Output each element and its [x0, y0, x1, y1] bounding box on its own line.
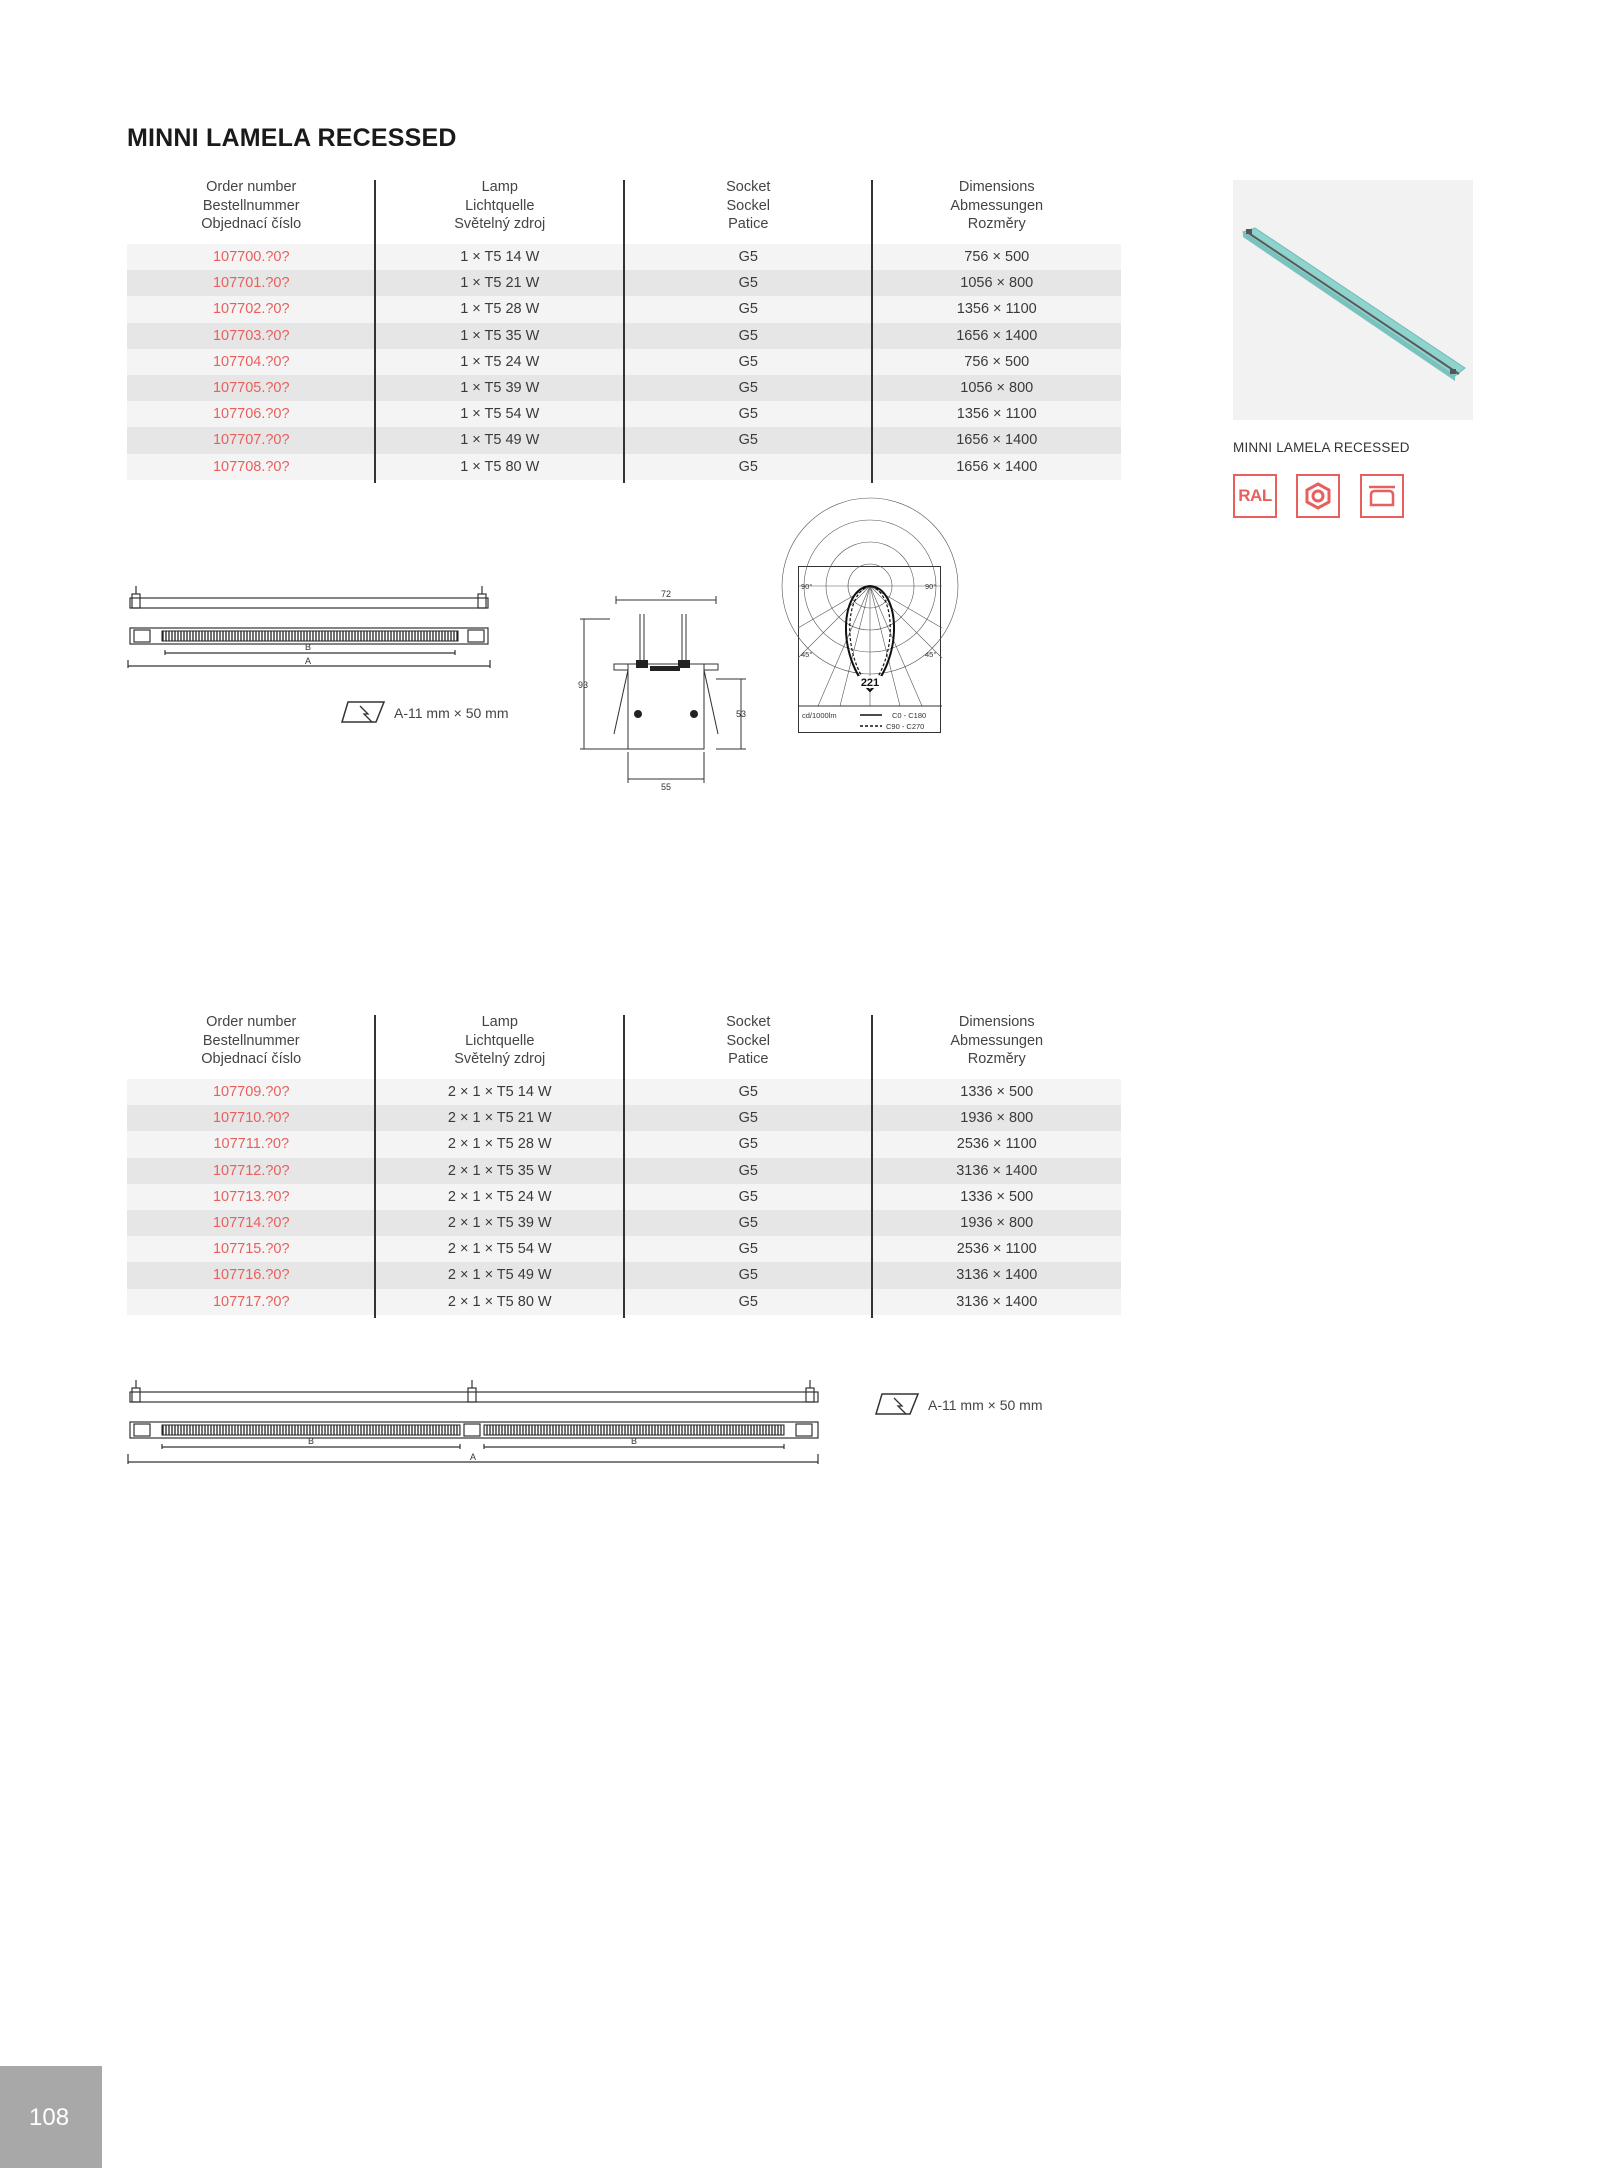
- lamp-cell: 2 × 1 × T5 14 W: [447, 1084, 552, 1100]
- recessed-profile-icon: [1360, 474, 1404, 518]
- order-number-cell: 107716.?0?: [212, 1267, 290, 1284]
- luminaire-drawing-single: [120, 580, 500, 680]
- dimension-height: 93: [578, 680, 589, 690]
- legend-c0-c180: C0 - C180: [892, 711, 927, 720]
- dimensions-cell: 2536 × 1100: [956, 1136, 1037, 1153]
- dimensions-cell: 1356 × 1100: [956, 406, 1037, 423]
- dimension-label-b: B: [304, 642, 312, 652]
- column-divider: [374, 180, 376, 483]
- lamp-cell: 2 × 1 × T5 54 W: [447, 1241, 552, 1258]
- order-number-cell: 107712.?0?: [212, 1162, 290, 1179]
- socket-cell: G5: [738, 275, 758, 292]
- socket-cell: G5: [738, 249, 758, 265]
- header-lamp: Lamp Lichtquelle Světelný zdroj: [454, 1014, 546, 1067]
- header-socket: Socket Sockel Patice: [726, 1014, 771, 1067]
- socket-cell: G5: [738, 327, 758, 344]
- order-number-cell: 107717.?0?: [212, 1293, 290, 1310]
- lamp-cell: 2 × 1 × T5 39 W: [447, 1214, 552, 1231]
- order-number-cell: 107702.?0?: [212, 301, 290, 318]
- dimensions-cell: 1356 × 1100: [956, 301, 1037, 318]
- order-number-cell: 107704.?0?: [212, 353, 290, 370]
- dimensions-cell: 1056 × 800: [960, 379, 1034, 396]
- column-divider: [871, 180, 873, 483]
- page-number: 108: [29, 2104, 70, 2131]
- dimension-label-a: A: [469, 1452, 477, 1462]
- cutout-dimension: A-11 mm × 50 mm: [394, 705, 509, 721]
- order-number-cell: 107703.?0?: [212, 327, 290, 344]
- socket-cell: G5: [738, 353, 758, 370]
- cutout-icon: [340, 700, 386, 724]
- socket-cell: G5: [738, 1267, 758, 1284]
- lamp-cell: 1 × T5 49 W: [460, 432, 540, 449]
- lamp-cell: 1 × T5 39 W: [460, 379, 540, 396]
- dimension-label-b: B: [307, 1436, 315, 1446]
- dimension-label-a: A: [304, 656, 312, 666]
- dimension-bottom: 55: [660, 782, 672, 792]
- lamp-cell: 1 × T5 24 W: [460, 353, 540, 370]
- order-number-cell: 107714.?0?: [212, 1214, 290, 1231]
- lamp-cell: 1 × T5 21 W: [460, 275, 540, 292]
- dimensions-cell: 1936 × 800: [960, 1214, 1034, 1231]
- polar-angle-45-left: 45°: [801, 650, 813, 659]
- socket-cell: G5: [738, 1188, 758, 1205]
- order-number-cell: 107707.?0?: [212, 432, 290, 449]
- legend-c90-c270: C90 - C270: [886, 722, 925, 731]
- page-number-tab: [0, 2066, 102, 2168]
- page-title: MINNI LAMELA RECESSED: [127, 124, 457, 152]
- column-divider: [871, 1015, 873, 1318]
- dimension-top: 72: [660, 589, 672, 599]
- order-number-cell: 107701.?0?: [212, 275, 290, 292]
- dimensions-cell: 756 × 500: [964, 353, 1030, 370]
- header-order-number: Order number Bestellnummer Objednací číslo: [201, 1014, 302, 1067]
- order-number-cell: 107700.?0?: [212, 249, 290, 265]
- cutout-dimension: A-11 mm × 50 mm: [928, 1397, 1043, 1413]
- socket-cell: G5: [738, 1214, 758, 1231]
- polar-peak-value: 221: [860, 677, 880, 689]
- order-number-cell: 107711.?0?: [213, 1136, 290, 1153]
- dimensions-cell: 3136 × 1400: [956, 1162, 1038, 1179]
- lamp-cell: 1 × T5 28 W: [460, 301, 540, 318]
- dimensions-cell: 2536 × 1100: [956, 1241, 1037, 1258]
- socket-cell: G5: [738, 1136, 758, 1153]
- polar-angle-90-left: 90°: [801, 582, 813, 591]
- product-photo: [1233, 180, 1473, 420]
- socket-cell: G5: [738, 1293, 758, 1310]
- dimensions-cell: 1656 × 1400: [956, 327, 1038, 344]
- socket-cell: G5: [738, 301, 758, 318]
- dimension-right: 53: [736, 709, 747, 719]
- lamp-cell: 1 × T5 80 W: [460, 458, 540, 475]
- socket-cell: G5: [738, 458, 758, 475]
- order-number-cell: 107706.?0?: [212, 406, 290, 423]
- lamp-cell: 1 × T5 14 W: [460, 249, 540, 265]
- luminaire-drawing-double: [120, 1374, 830, 1474]
- column-divider: [623, 1015, 625, 1318]
- lamp-cell: 1 × T5 54 W: [460, 406, 540, 423]
- socket-cell: G5: [738, 406, 758, 423]
- socket-cell: G5: [738, 1110, 758, 1127]
- polar-angle-45-right: 45°: [925, 650, 937, 659]
- lamp-cell: 2 × 1 × T5 80 W: [447, 1293, 552, 1310]
- column-divider: [623, 180, 625, 483]
- ral-badge: [1233, 474, 1277, 518]
- socket-cell: G5: [738, 379, 758, 396]
- polar-light-distribution: [798, 566, 942, 734]
- header-socket: Socket Sockel Patice: [726, 179, 771, 232]
- order-number-cell: 107713.?0?: [212, 1188, 290, 1205]
- lamp-cell: 2 × 1 × T5 24 W: [447, 1188, 552, 1205]
- dimension-label-b: B: [630, 1436, 638, 1446]
- lamp-cell: 2 × 1 × T5 28 W: [447, 1136, 552, 1153]
- header-dimensions: Dimensions Abmessungen Rozměry: [950, 1014, 1044, 1067]
- socket-cell: G5: [738, 1241, 758, 1258]
- lamp-cell: 1 × T5 35 W: [460, 327, 540, 344]
- lamp-cell: 2 × 1 × T5 21 W: [447, 1110, 552, 1127]
- order-number-cell: 107705.?0?: [212, 379, 290, 396]
- dimensions-cell: 3136 × 1400: [956, 1267, 1038, 1284]
- dimensions-cell: 1936 × 800: [960, 1110, 1034, 1127]
- header-order-number: Order number Bestellnummer Objednací číslo: [201, 179, 302, 232]
- socket-cell: G5: [738, 1084, 758, 1100]
- polar-unit: cd/1000lm: [802, 711, 837, 720]
- dimensions-cell: 3136 × 1400: [956, 1293, 1038, 1310]
- dimensions-cell: 1336 × 500: [960, 1188, 1034, 1205]
- product-label: MINNI LAMELA RECESSED: [1233, 440, 1410, 455]
- dimensions-cell: 1336 × 500: [960, 1084, 1034, 1100]
- header-lamp: Lamp Lichtquelle Světelný zdroj: [454, 179, 546, 232]
- hex-nut-icon: [1296, 474, 1340, 518]
- dimensions-cell: 756 × 500: [964, 249, 1030, 265]
- dimensions-cell: 1656 × 1400: [956, 458, 1038, 475]
- column-divider: [374, 1015, 376, 1318]
- socket-cell: G5: [738, 432, 758, 449]
- ral-label: RAL: [1238, 486, 1272, 505]
- order-number-cell: 107709.?0?: [212, 1084, 290, 1100]
- dimensions-cell: 1056 × 800: [960, 275, 1034, 292]
- order-number-cell: 107710.?0?: [212, 1110, 290, 1127]
- section-drawing: [576, 584, 756, 794]
- polar-angle-90-right: 90°: [925, 582, 937, 591]
- order-number-cell: 107708.?0?: [212, 458, 290, 475]
- lamp-cell: 2 × 1 × T5 49 W: [447, 1267, 552, 1284]
- socket-cell: G5: [738, 1162, 758, 1179]
- luminaire-image: [1233, 180, 1473, 420]
- dimensions-cell: 1656 × 1400: [956, 432, 1038, 449]
- lamp-cell: 2 × 1 × T5 35 W: [447, 1162, 552, 1179]
- header-dimensions: Dimensions Abmessungen Rozměry: [950, 179, 1044, 232]
- cutout-icon: [874, 1392, 920, 1416]
- order-number-cell: 107715.?0?: [212, 1241, 290, 1258]
